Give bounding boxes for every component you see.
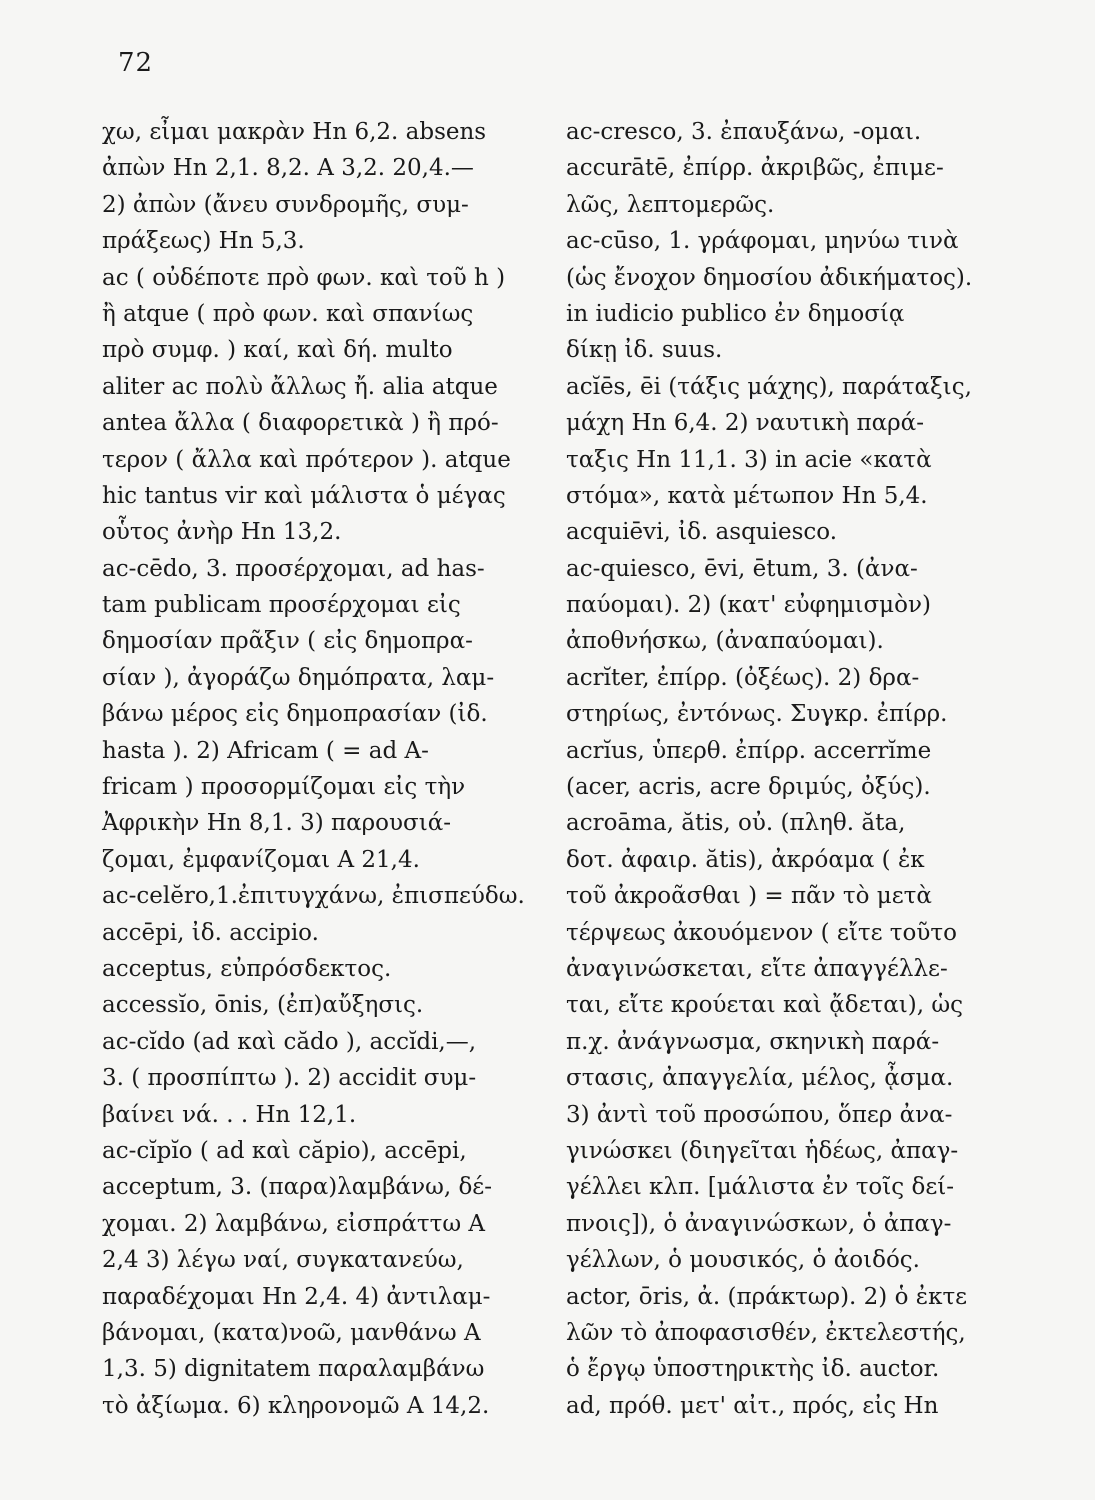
text-line: ac-cresco, 3. ἐπαυξάνω, -ομαι. <box>566 119 922 145</box>
text-line: acroāma, ătis, οὐ. (πληθ. ăta, <box>566 810 906 837</box>
text-line: ται, εἴτε κρούεται καὶ ᾄδεται), ὡς <box>566 992 964 1019</box>
text-line: hic tantus vir καὶ μάλιστα ὁ μέγας <box>102 482 506 509</box>
text-line: βάνω μέρος εἰς δημοπρασίαν (ἰδ. <box>102 701 488 728</box>
text-line: acceptus, εὐπρόσδεκτος. <box>102 955 392 982</box>
text-line: ὁ ἔργῳ ὑποστηρικτὴς ἰδ. auctor. <box>566 1356 940 1383</box>
text-line: 3. ( προσπίπτω ). 2) accidit συμ- <box>102 1065 477 1092</box>
text-line: ac ( οὐδέποτε πρὸ φων. καὶ τοῦ h ) <box>102 264 506 291</box>
text-line: ταξις Hn 11,1. 3) in acie «κατὰ <box>566 446 932 473</box>
text-line: ac-quiesco, ēvi, ētum, 3. (ἀνα- <box>566 555 918 582</box>
text-line: ad, πρόθ. μετ' αἰτ., πρός, εἰς Hn <box>566 1392 939 1419</box>
text-line: μάχη Hn 6,4. 2) ναυτικὴ παρά- <box>566 410 924 437</box>
text-line: ἀποθνήσκω, (ἀναπαύομαι). <box>566 628 884 655</box>
text-line: acquiēvi, ἰδ. asquiesco. <box>566 519 838 546</box>
text-line: δημοσίαν πρᾶξιν ( εἰς δημοπρα- <box>102 628 473 655</box>
text-line: ἀπὼν Hn 2,1. 8,2. A 3,2. 20,4.— <box>102 155 474 182</box>
text-line: τὸ ἀξίωμα. 6) κληρονομῶ A 14,2. <box>102 1392 490 1419</box>
text-line: δίκῃ ἰδ. suus. <box>566 337 723 364</box>
text-line: aliter ac πολὺ ἄλλως ἤ. alia atque <box>102 373 498 400</box>
text-line: 2,4 3) λέγω ναί, συγκατανεύω, <box>102 1247 464 1274</box>
text-line: τέρψεως ἀκουόμενον ( εἴτε τοῦτο <box>566 919 957 946</box>
text-line: ἢ atque ( πρὸ φων. καὶ σπανίως <box>102 300 474 327</box>
text-line: acceptum, 3. (παρα)λαμβάνω, δέ- <box>102 1174 492 1201</box>
text-line: tam publicam προσέρχομαι εἰς <box>102 592 461 619</box>
text-line: 1,3. 5) dignitatem παραλαμβάνω <box>102 1356 485 1383</box>
text-line: βαίνει νά. . . Hn 12,1. <box>102 1101 357 1128</box>
text-line: τερον ( ἄλλα καὶ πρότερον ). atque <box>102 446 511 473</box>
text-line: ac-cūso, 1. γράφομαι, μηνύω τινὰ <box>566 228 959 255</box>
text-line: λῶν τὸ ἀποφασισθέν, ἐκτελεστής, <box>566 1319 966 1346</box>
text-line: χομαι. 2) λαμβάνω, εἰσπράττω A <box>102 1210 485 1237</box>
text-line: οὗτος ἀνὴρ Hn 13,2. <box>102 519 342 546</box>
text-line: π.χ. ἀνάγνωσμα, σκηνικὴ παρά- <box>566 1028 940 1055</box>
text-line: στηρίως, ἐντόνως. Συγκρ. ἐπίρρ. <box>566 701 948 728</box>
text-line: acrĭter, ἐπίρρ. (ὀξέως). 2) δρα- <box>566 664 920 691</box>
text-line: accēpi, ἰδ. accipio. <box>102 919 319 946</box>
text-line: antea ἄλλα ( διαφορετικὰ ) ἢ πρό- <box>102 410 499 437</box>
text-line: ἀναγινώσκεται, εἴτε ἀπαγγέλλε- <box>566 955 948 982</box>
text-line: σίαν ), ἀγοράζω δημόπρατα, λαμ- <box>102 664 495 691</box>
text-line: παραδέχομαι Hn 2,4. 4) ἀντιλαμ- <box>102 1283 491 1310</box>
text-line: γέλλων, ὁ μουσικός, ὁ ἀοιδός. <box>566 1247 920 1274</box>
text-line: βάνομαι, (κατα)νοῶ, μανθάνω A <box>102 1319 481 1346</box>
text-line: παύομαι). 2) (κατ' εὐφημισμὸν) <box>566 592 931 619</box>
text-line: accurātē, ἐπίρρ. ἀκριβῶς, ἐπιμε- <box>566 155 944 182</box>
text-line: λῶς, λεπτομερῶς. <box>566 191 775 218</box>
text-line: πνοις]), ὁ ἀναγινώσκων, ὁ ἀπαγ- <box>566 1210 952 1237</box>
text-line: πρὸ συμφ. ) καί, καὶ δή. multo <box>102 337 453 364</box>
page-number: 72 <box>118 48 154 78</box>
text-line: ζομαι, ἐμφανίζομαι A 21,4. <box>102 846 420 873</box>
text-line: Ἀφρικὴν Hn 8,1. 3) παρουσιά- <box>102 810 452 837</box>
text-line: χω, εἶμαι μακρὰν Hn 6,2. absens <box>102 119 487 145</box>
text-line: γέλλει κλπ. [μάλιστα ἐν τοῖς δεί- <box>566 1174 955 1201</box>
text-line: accessĭo, ōnis, (ἐπ)αὔξησις. <box>102 992 424 1019</box>
text-line: δοτ. ἀφαιρ. ătis), ἀκρόαμα ( ἐκ <box>566 846 925 873</box>
left-column <box>102 114 547 1424</box>
text-line: ac-cēdo, 3. προσέρχομαι, ad has- <box>102 555 485 582</box>
text-line: ac-cĭdo (ad καὶ cădo ), accĭdi,—, <box>102 1028 477 1055</box>
text-line: πράξεως) Hn 5,3. <box>102 228 305 255</box>
text-line: ac-cĭpĭo ( ad καὶ căpio), accēpi, <box>102 1137 467 1164</box>
text-line: 2) ἀπὼν (ἄνευ συνδρομῆς, συμ- <box>102 191 469 218</box>
text-line: actor, ōris, ἀ. (πράκτωρ). 2) ὁ ἐκτε <box>566 1283 968 1310</box>
text-line: acrĭus, ὑπερθ. ἐπίρρ. accerrĭme <box>566 737 932 764</box>
text-line: ac-celĕro,1.ἐπιτυγχάνω, ἐπισπεύδω. <box>102 883 525 910</box>
text-line: στασις, ἀπαγγελία, μέλος, ᾆσμα. <box>566 1065 954 1092</box>
text-line: fricam ) προσορμίζομαι εἰς τὴν <box>102 774 466 801</box>
text-line: (acer, acris, acre δριμύς, ὀξύς). <box>566 774 931 801</box>
text-line: τοῦ ἀκροᾶσθαι ) = πᾶν τὸ μετὰ <box>566 883 932 910</box>
text-line: in iudicio publico ἐν δημοσίᾳ <box>566 300 905 327</box>
text-line: γινώσκει (διηγεῖται ἡδέως, ἀπαγ- <box>566 1137 959 1164</box>
text-line: acĭēs, ēi (τάξις μάχης), παράταξις, <box>566 373 972 400</box>
text-line: στόμα», κατὰ μέτωπον Hn 5,4. <box>566 482 928 509</box>
text-line: 3) ἀντὶ τοῦ προσώπου, ὅπερ ἀνα- <box>566 1101 953 1128</box>
text-line: (ὡς ἔνοχον δημοσίου ἀδικήματος). <box>566 264 973 291</box>
right-column <box>566 114 986 1424</box>
text-line: hasta ). 2) Africam ( = ad A- <box>102 737 429 764</box>
